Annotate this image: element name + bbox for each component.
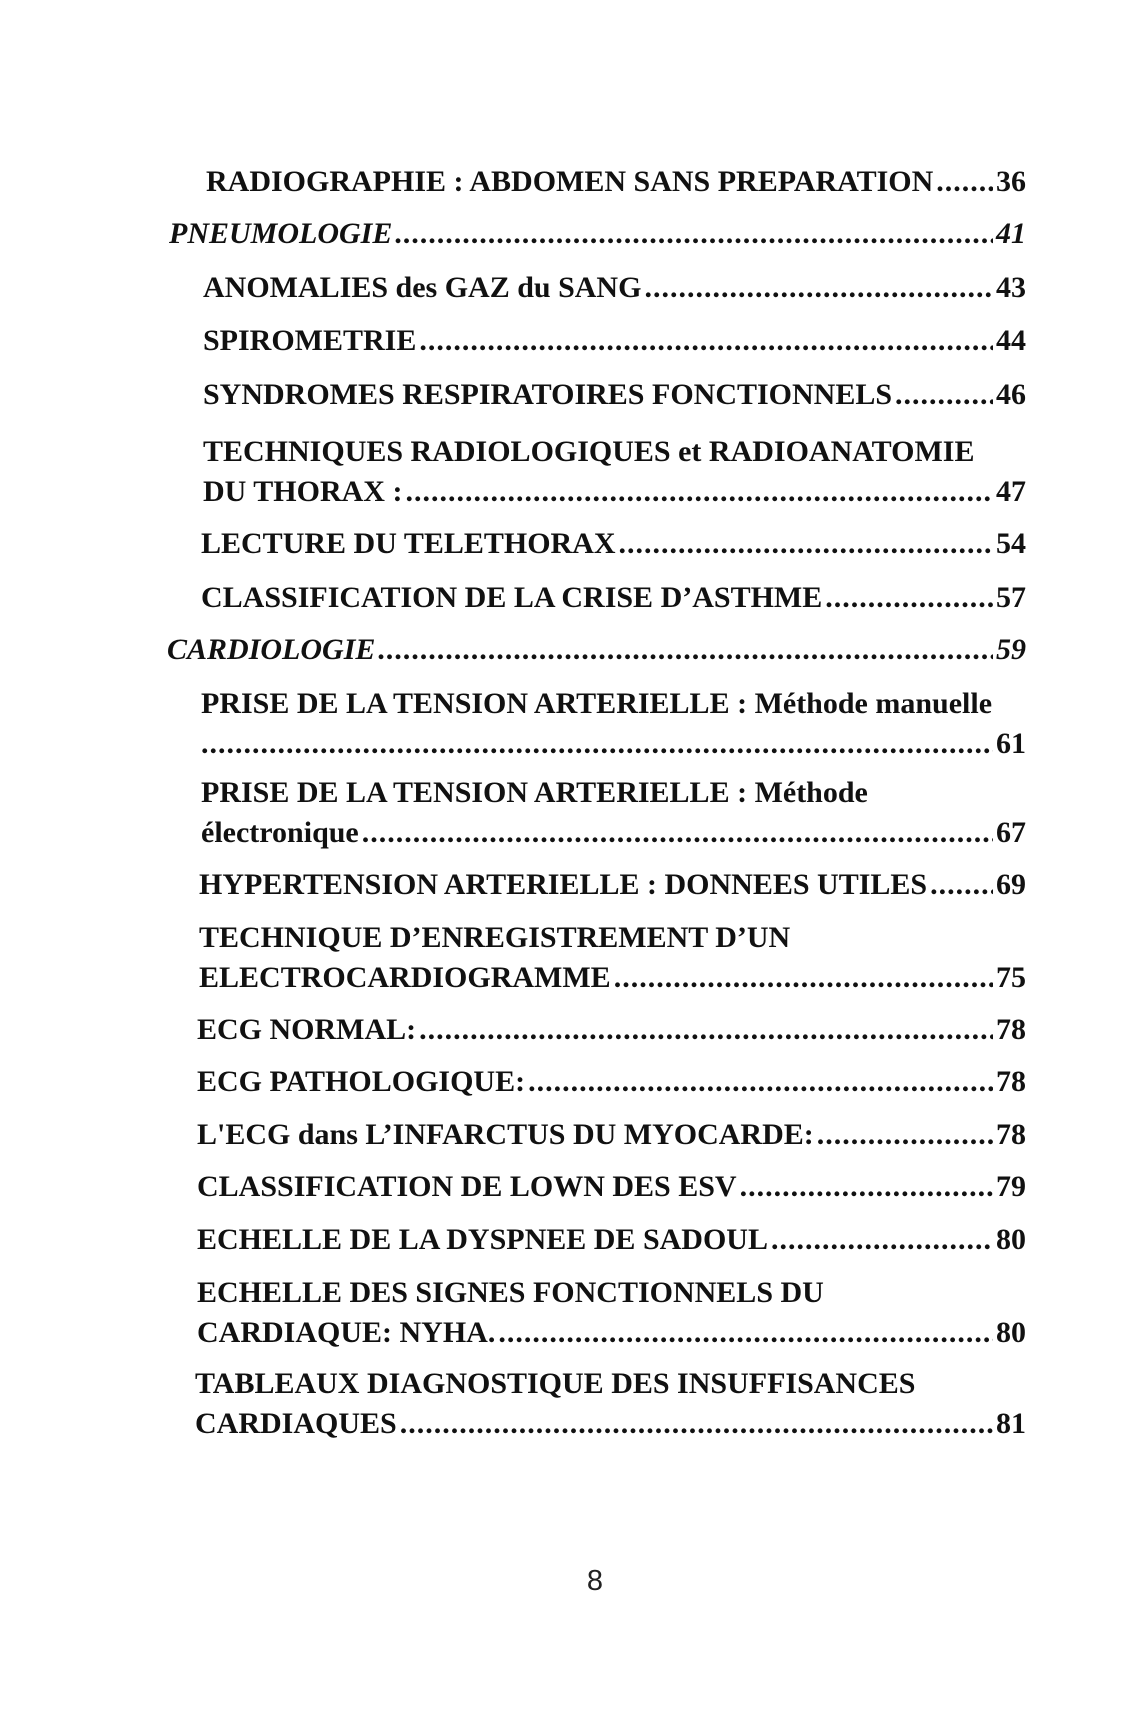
toc-entry-title: TECHNIQUE D’ENREGISTREMENT D’UN (199, 921, 791, 954)
toc-entry-title: SYNDROMES RESPIRATOIRES FONCTIONNELS (203, 378, 893, 411)
toc-entry-page: 69 (996, 868, 1026, 901)
toc-entry-page: 80 (996, 1316, 1026, 1349)
toc-entry (206, 162, 1026, 202)
toc-entry-title: ECHELLE DES SIGNES FONCTIONNELS DU (197, 1276, 824, 1309)
toc-entry-page: 67 (996, 816, 1026, 849)
toc-entry-title: PRISE DE LA TENSION ARTERIELLE : Méthode (201, 776, 868, 809)
toc-entry-page: 78 (996, 1013, 1026, 1046)
toc-entry (201, 524, 1026, 564)
toc-section-heading (169, 214, 1026, 254)
toc-entry-title: CLASSIFICATION DE LOWN DES ESV (197, 1170, 737, 1203)
dot-leader (771, 1220, 993, 1260)
toc-section-title: PNEUMOLOGIE (169, 217, 393, 250)
toc-entry-page: 81 (996, 1407, 1026, 1440)
toc-entry (201, 684, 1026, 764)
dot-leader (614, 958, 993, 998)
toc-entry (197, 1115, 1026, 1155)
toc-entry-title-continued: CARDIAQUES (195, 1407, 397, 1440)
dot-leader (528, 1062, 993, 1102)
toc-entry-page: 44 (996, 324, 1026, 357)
toc-entry-title: TECHNIQUES RADIOLOGIQUES et RADIOANATOMIE (203, 435, 975, 468)
dot-leader (619, 524, 993, 564)
toc-entry-title: TABLEAUX DIAGNOSTIQUE DES INSUFFISANCES (195, 1367, 916, 1400)
toc-entry (197, 1220, 1026, 1260)
toc-entry-page: 36 (996, 165, 1026, 198)
dot-leader (419, 1010, 993, 1050)
toc-entry-page: 57 (996, 581, 1026, 614)
toc-entry (195, 1364, 1026, 1444)
toc-entry-title: ECG NORMAL: (197, 1013, 417, 1046)
toc-entry-page: 46 (996, 378, 1026, 411)
toc-entry-title-continued: ELECTROCARDIOGRAMME (199, 961, 611, 994)
toc-entry-title: ECG PATHOLOGIQUE: (197, 1065, 526, 1098)
toc-section-title: CARDIOLOGIE (167, 633, 376, 666)
dot-leader (498, 1313, 993, 1353)
dot-leader (362, 813, 993, 853)
dot-leader (825, 578, 993, 618)
toc-entry-title: SPIROMETRIE (203, 324, 417, 357)
toc-entry-page: 80 (996, 1223, 1026, 1256)
toc-entry-page: 54 (996, 527, 1026, 560)
dot-leader (895, 375, 993, 415)
toc-entry-title-continued: CARDIAQUE: NYHA. (197, 1316, 496, 1349)
toc-entry-page: 78 (996, 1118, 1026, 1151)
toc-entry-title: RADIOGRAPHIE : ABDOMEN SANS PREPARATION (206, 165, 934, 198)
toc-entry (197, 1273, 1026, 1353)
toc-entry (199, 918, 1026, 998)
toc-entry (201, 578, 1026, 618)
toc-entry (203, 432, 1026, 512)
dot-leader (405, 472, 993, 512)
toc-entry-title: CLASSIFICATION DE LA CRISE D’ASTHME (201, 581, 823, 614)
toc-entry (203, 375, 1026, 415)
dot-leader (400, 1404, 993, 1444)
toc-entry-page: 59 (996, 633, 1026, 666)
toc-entry-page: 79 (996, 1170, 1026, 1203)
toc-entry (197, 1062, 1026, 1102)
toc-entry-title-continued: électronique (201, 816, 359, 849)
toc-entry-page: 47 (996, 475, 1026, 508)
toc-section-heading (167, 630, 1026, 670)
toc-entry-page: 75 (996, 961, 1026, 994)
toc-entry-page: 78 (996, 1065, 1026, 1098)
dot-leader (644, 268, 993, 308)
toc-entry-title: HYPERTENSION ARTERIELLE : DONNEES UTILES (199, 868, 928, 901)
dot-leader (419, 321, 993, 361)
toc-entry (203, 321, 1026, 361)
dot-leader (740, 1167, 993, 1207)
toc-entry-page: 61 (996, 727, 1026, 760)
toc-entry-title: ANOMALIES des GAZ du SANG (203, 271, 642, 304)
toc-entry-title: ECHELLE DE LA DYSPNEE DE SADOUL (197, 1223, 768, 1256)
toc-entry-title: L'ECG dans L’INFARCTUS DU MYOCARDE: (197, 1118, 814, 1151)
toc-entry (197, 1010, 1026, 1050)
dot-leader (817, 1115, 993, 1155)
dot-leader (395, 214, 993, 254)
toc-entry-title: LECTURE DU TELETHORAX (201, 527, 616, 560)
dot-leader (201, 724, 993, 764)
toc-entry-title: PRISE DE LA TENSION ARTERIELLE : Méthode manuelle (201, 687, 993, 720)
dot-leader (378, 630, 993, 670)
dot-leader (930, 865, 993, 905)
page-number: 8 (586, 1565, 604, 1597)
toc-entry-title-continued: DU THORAX : (203, 475, 403, 508)
dot-leader (936, 162, 993, 202)
toc-entry (197, 1167, 1026, 1207)
toc-entry-page: 41 (996, 217, 1026, 250)
toc-entry-page: 43 (996, 271, 1026, 304)
toc-entry (203, 268, 1026, 308)
toc-entry (199, 865, 1026, 905)
toc-entry (201, 773, 1026, 853)
